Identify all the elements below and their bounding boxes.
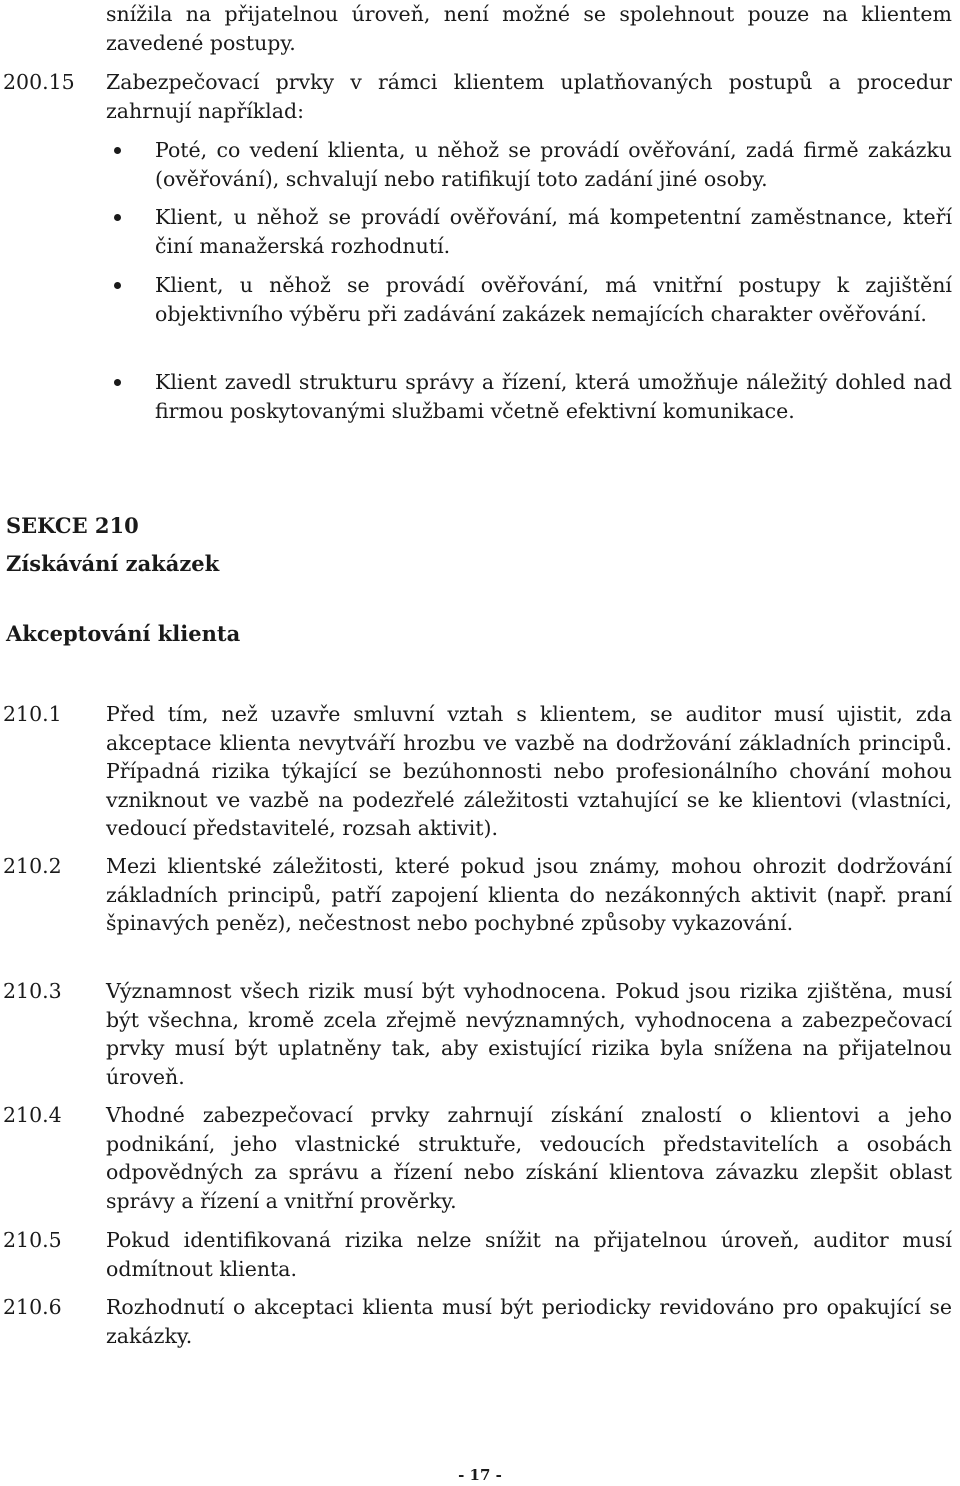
paragraph-number: 210.1 <box>3 702 62 726</box>
paragraph-number: 210.6 <box>3 1295 62 1319</box>
bullet-icon <box>114 379 121 386</box>
paragraph-text: Před tím, než uzavře smluvní vztah s klientem, se auditor musí ujistit, zda akceptace klienta nevytváří hrozbu ve vazbě na dodržování základních principů. Případná rizika týkající se bezúhonnosti nebo profesionálního chování mohou vzniknout ve vazbě na podezřelé záležitosti vztahující se ke klientovi (vlastníci, vedoucí představitelé, rozsah aktivit). <box>106 702 952 840</box>
paragraph-text: Pokud identifikovaná rizika nelze snížit na přijatelnou úroveň, auditor musí odmítnout klienta. <box>106 1228 952 1281</box>
paragraph-number: 210.3 <box>3 979 62 1003</box>
paragraph-number: 210.2 <box>3 854 62 878</box>
list-item-text: Klient, u něhož se provádí ověřování, má kompetentní zaměstnance, kteří činí manažerská rozhodnutí. <box>155 205 952 258</box>
section-label: SEKCE 210 <box>6 513 139 538</box>
page-number: - 17 - <box>458 1466 502 1484</box>
intro-text: snížila na přijatelnou úroveň, není možné se spolehnout pouze na klientem zavedené postupy. <box>106 2 952 55</box>
paragraph-text: Zabezpečovací prvky v rámci klientem uplatňovaných postupů a procedur zahrnují například: <box>106 70 952 123</box>
section-title: Získávání zakázek <box>6 551 220 576</box>
bullet-icon <box>114 147 121 154</box>
paragraph-text: Vhodné zabezpečovací prvky zahrnují získání znalostí o klientovi a jeho podnikání, jeho vlastnické struktuře, vedoucích představitelích a osobách odpovědných za správu a řízení nebo získání klientova závazku zlepšit oblast správy a řízení a vnitřní prověrky. <box>106 1103 952 1213</box>
paragraph-text: Mezi klientské záležitosti, které pokud jsou známy, mohou ohrozit dodržování základních principů, patří zapojení klienta do nezákonných aktivit (např. praní špinavých peněz), nečestnost nebo pochybné způsoby vykazování. <box>106 854 952 935</box>
paragraph-number: 210.4 <box>3 1103 62 1127</box>
list-item-text: Klient zavedl strukturu správy a řízení, která umožňuje náležitý dohled nad firmou poskytovanými službami včetně efektivní komunikace. <box>155 370 952 423</box>
paragraph-number: 200.15 <box>3 70 75 94</box>
paragraph-number: 210.5 <box>3 1228 62 1252</box>
paragraph-text: Rozhodnutí o akceptaci klienta musí být periodicky revidováno pro opakující se zakázky. <box>106 1295 952 1348</box>
section-subtitle: Akceptování klienta <box>6 621 241 646</box>
list-item-text: Poté, co vedení klienta, u něhož se provádí ověřování, zadá firmě zakázku (ověřování), schvalují nebo ratifikují toto zadání jiné osoby. <box>155 138 952 191</box>
paragraph-text: Významnost všech rizik musí být vyhodnocena. Pokud jsou rizika zjištěna, musí být všechna, kromě zcela zřejmě nevýznamných, vyhodnocena a zabezpečovací prvky musí být uplatněny tak, aby existující rizika byla snížena na přijatelnou úroveň. <box>106 979 952 1089</box>
bullet-icon <box>114 282 121 289</box>
bullet-icon <box>114 214 121 221</box>
list-item-text: Klient, u něhož se provádí ověřování, má vnitřní postupy k zajištění objektivního výběru při zadávání zakázek nemajících charakter ověřování. <box>155 273 952 326</box>
